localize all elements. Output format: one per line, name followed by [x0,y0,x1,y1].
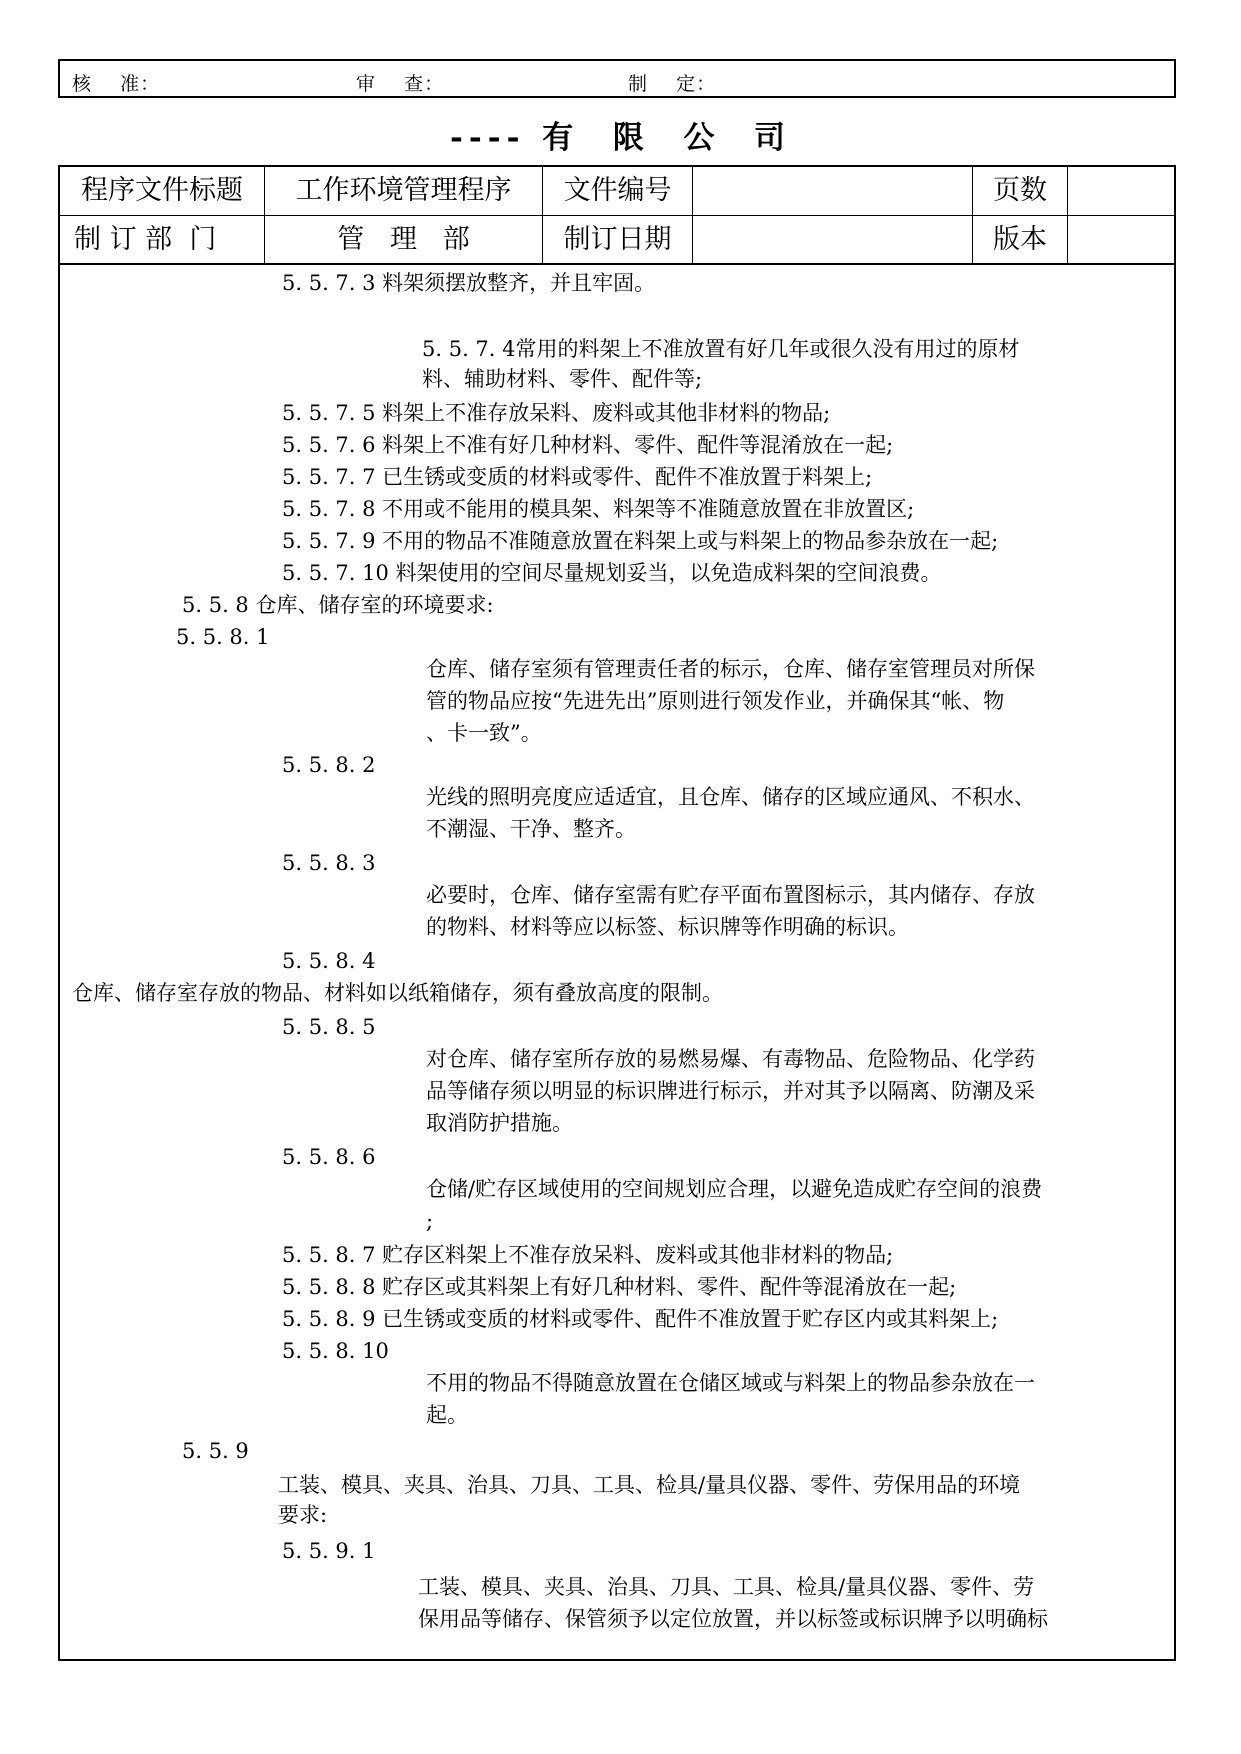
clause-number: 5. 5. 8. 2 [282,753,376,777]
clause-line: 5. 5. 7. 7 已生锈或变质的材料或零件、配件不准放置于料架上; [282,465,873,489]
pages-label: 页数 [973,167,1068,216]
document-body [58,263,1176,1661]
clause-line: 不用的物品不得随意放置在仓储区域或与料架上的物品参杂放在一 [426,1371,1035,1395]
clause-line: 、卡一致”。 [426,721,542,745]
clause-line: 仓库、储存室存放的物品、材料如以纸箱储存，须有叠放高度的限制。 [72,981,723,1005]
clause-line: 取消防护措施。 [426,1111,573,1135]
date-label: 制订日期 [543,216,693,265]
clause-line: 5. 5. 8. 9 已生锈或变质的材料或零件、配件不准放置于贮存区内或其料架上; [282,1307,999,1331]
clause-line: 5. 5. 8. 7 贮存区料架上不准存放呆料、废料或其他非材料的物品; [282,1243,894,1267]
section-heading: 5. 5. 8 仓库、储存室的环境要求: [182,593,494,617]
version-value [1068,216,1174,265]
document-header-table [58,165,1176,263]
prepare-field: 制 定： [628,73,717,95]
clause-line: 必要时，仓库、储存室需有贮存平面布置图标示，其内储存、存放 [426,883,1035,907]
clause-line: 要求: [278,1503,328,1527]
clause-line: 的物料、材料等应以标签、标识牌等作明确的标识。 [426,915,909,939]
clause-line: 5. 5. 7. 9 不用的物品不准随意放置在料架上或与料架上的物品参杂放在一起; [282,529,999,553]
date-value [693,216,973,265]
clause-line: ; [426,1209,434,1233]
clause-number: 5. 5. 8. 1 [176,625,270,649]
clause-line: 5. 5. 7. 10 料架使用的空间尽量规划妥当，以免造成料架的空间浪费。 [282,561,942,585]
clause-number: 5. 5. 8. 4 [282,949,376,973]
clause-line: 工装、模具、夹具、治具、刀具、工具、检具/量具仪器、零件、劳保用品的环境 [278,1473,1021,1497]
clause-line: 保用品等储存、保管须予以定位放置，并以标签或标识牌予以明确标 [418,1607,1048,1631]
clause-line: 仓库、储存室须有管理责任者的标示，仓库、储存室管理员对所保 [426,657,1035,681]
pages-value [1068,167,1174,216]
version-label: 版本 [973,216,1068,265]
clause-line: 5. 5. 8. 8 贮存区或其料架上有好几种材料、零件、配件等混淆放在一起; [282,1275,957,1299]
clause-number: 5. 5. 8. 10 [282,1339,389,1363]
clause-number: 5. 5. 8. 3 [282,851,376,875]
clause-line: 5. 5. 7. 8 不用或不能用的模具架、料架等不准随意放置在非放置区; [282,497,915,521]
approve-field: 核 准： [72,73,161,95]
dept-value: 管 理 部 [265,216,543,265]
section-heading: 5. 5. 9 [182,1439,249,1463]
clause-line: 5. 5. 7. 4常用的料架上不准放置有好几年或很久没有用过的原材 [422,337,1020,361]
clause-line: 5. 5. 7. 3 料架须摆放整齐，并且牢固。 [282,271,656,295]
clause-line: 光线的照明亮度应适适宜，且仓库、储存的区域应通风、不积水、 [426,785,1035,809]
doc-number-label: 文件编号 [543,167,693,216]
clause-line: 品等储存须以明显的标识牌进行标示，并对其予以隔离、防潮及采 [426,1079,1035,1103]
clause-number: 5. 5. 9. 1 [282,1539,376,1563]
company-title: ---- 有 限 公 司 [449,120,791,156]
title-value: 工作环境管理程序 [265,167,543,216]
clause-number: 5. 5. 8. 6 [282,1145,376,1169]
clause-line: 仓储/贮存区域使用的空间规划应合理，以避免造成贮存空间的浪费 [426,1177,1043,1201]
clause-line: 不潮湿、干净、整齐。 [426,817,636,841]
clause-line: 工装、模具、夹具、治具、刀具、工具、检具/量具仪器、零件、劳 [418,1575,1035,1599]
clause-line: 料、辅助材料、零件、配件等; [422,367,703,391]
clause-line: 管的物品应按“先进先出”原则进行领发作业，并确保其“帐、物 [426,689,1005,713]
clause-line: 对仓库、储存室所存放的易燃易爆、有毒物品、危险物品、化学药 [426,1047,1035,1071]
approval-bar [58,59,1176,98]
clause-line: 5. 5. 7. 5 料架上不准存放呆料、废料或其他非材料的物品; [282,401,831,425]
review-field: 审 查： [356,73,445,95]
clause-number: 5. 5. 8. 5 [282,1015,376,1039]
doc-number-value [693,167,973,216]
dept-label: 制 订 部 门 [60,216,265,265]
title-label: 程序文件标题 [60,167,265,216]
clause-line: 起。 [426,1403,468,1427]
clause-line: 5. 5. 7. 6 料架上不准有好几种材料、零件、配件等混淆放在一起; [282,433,894,457]
